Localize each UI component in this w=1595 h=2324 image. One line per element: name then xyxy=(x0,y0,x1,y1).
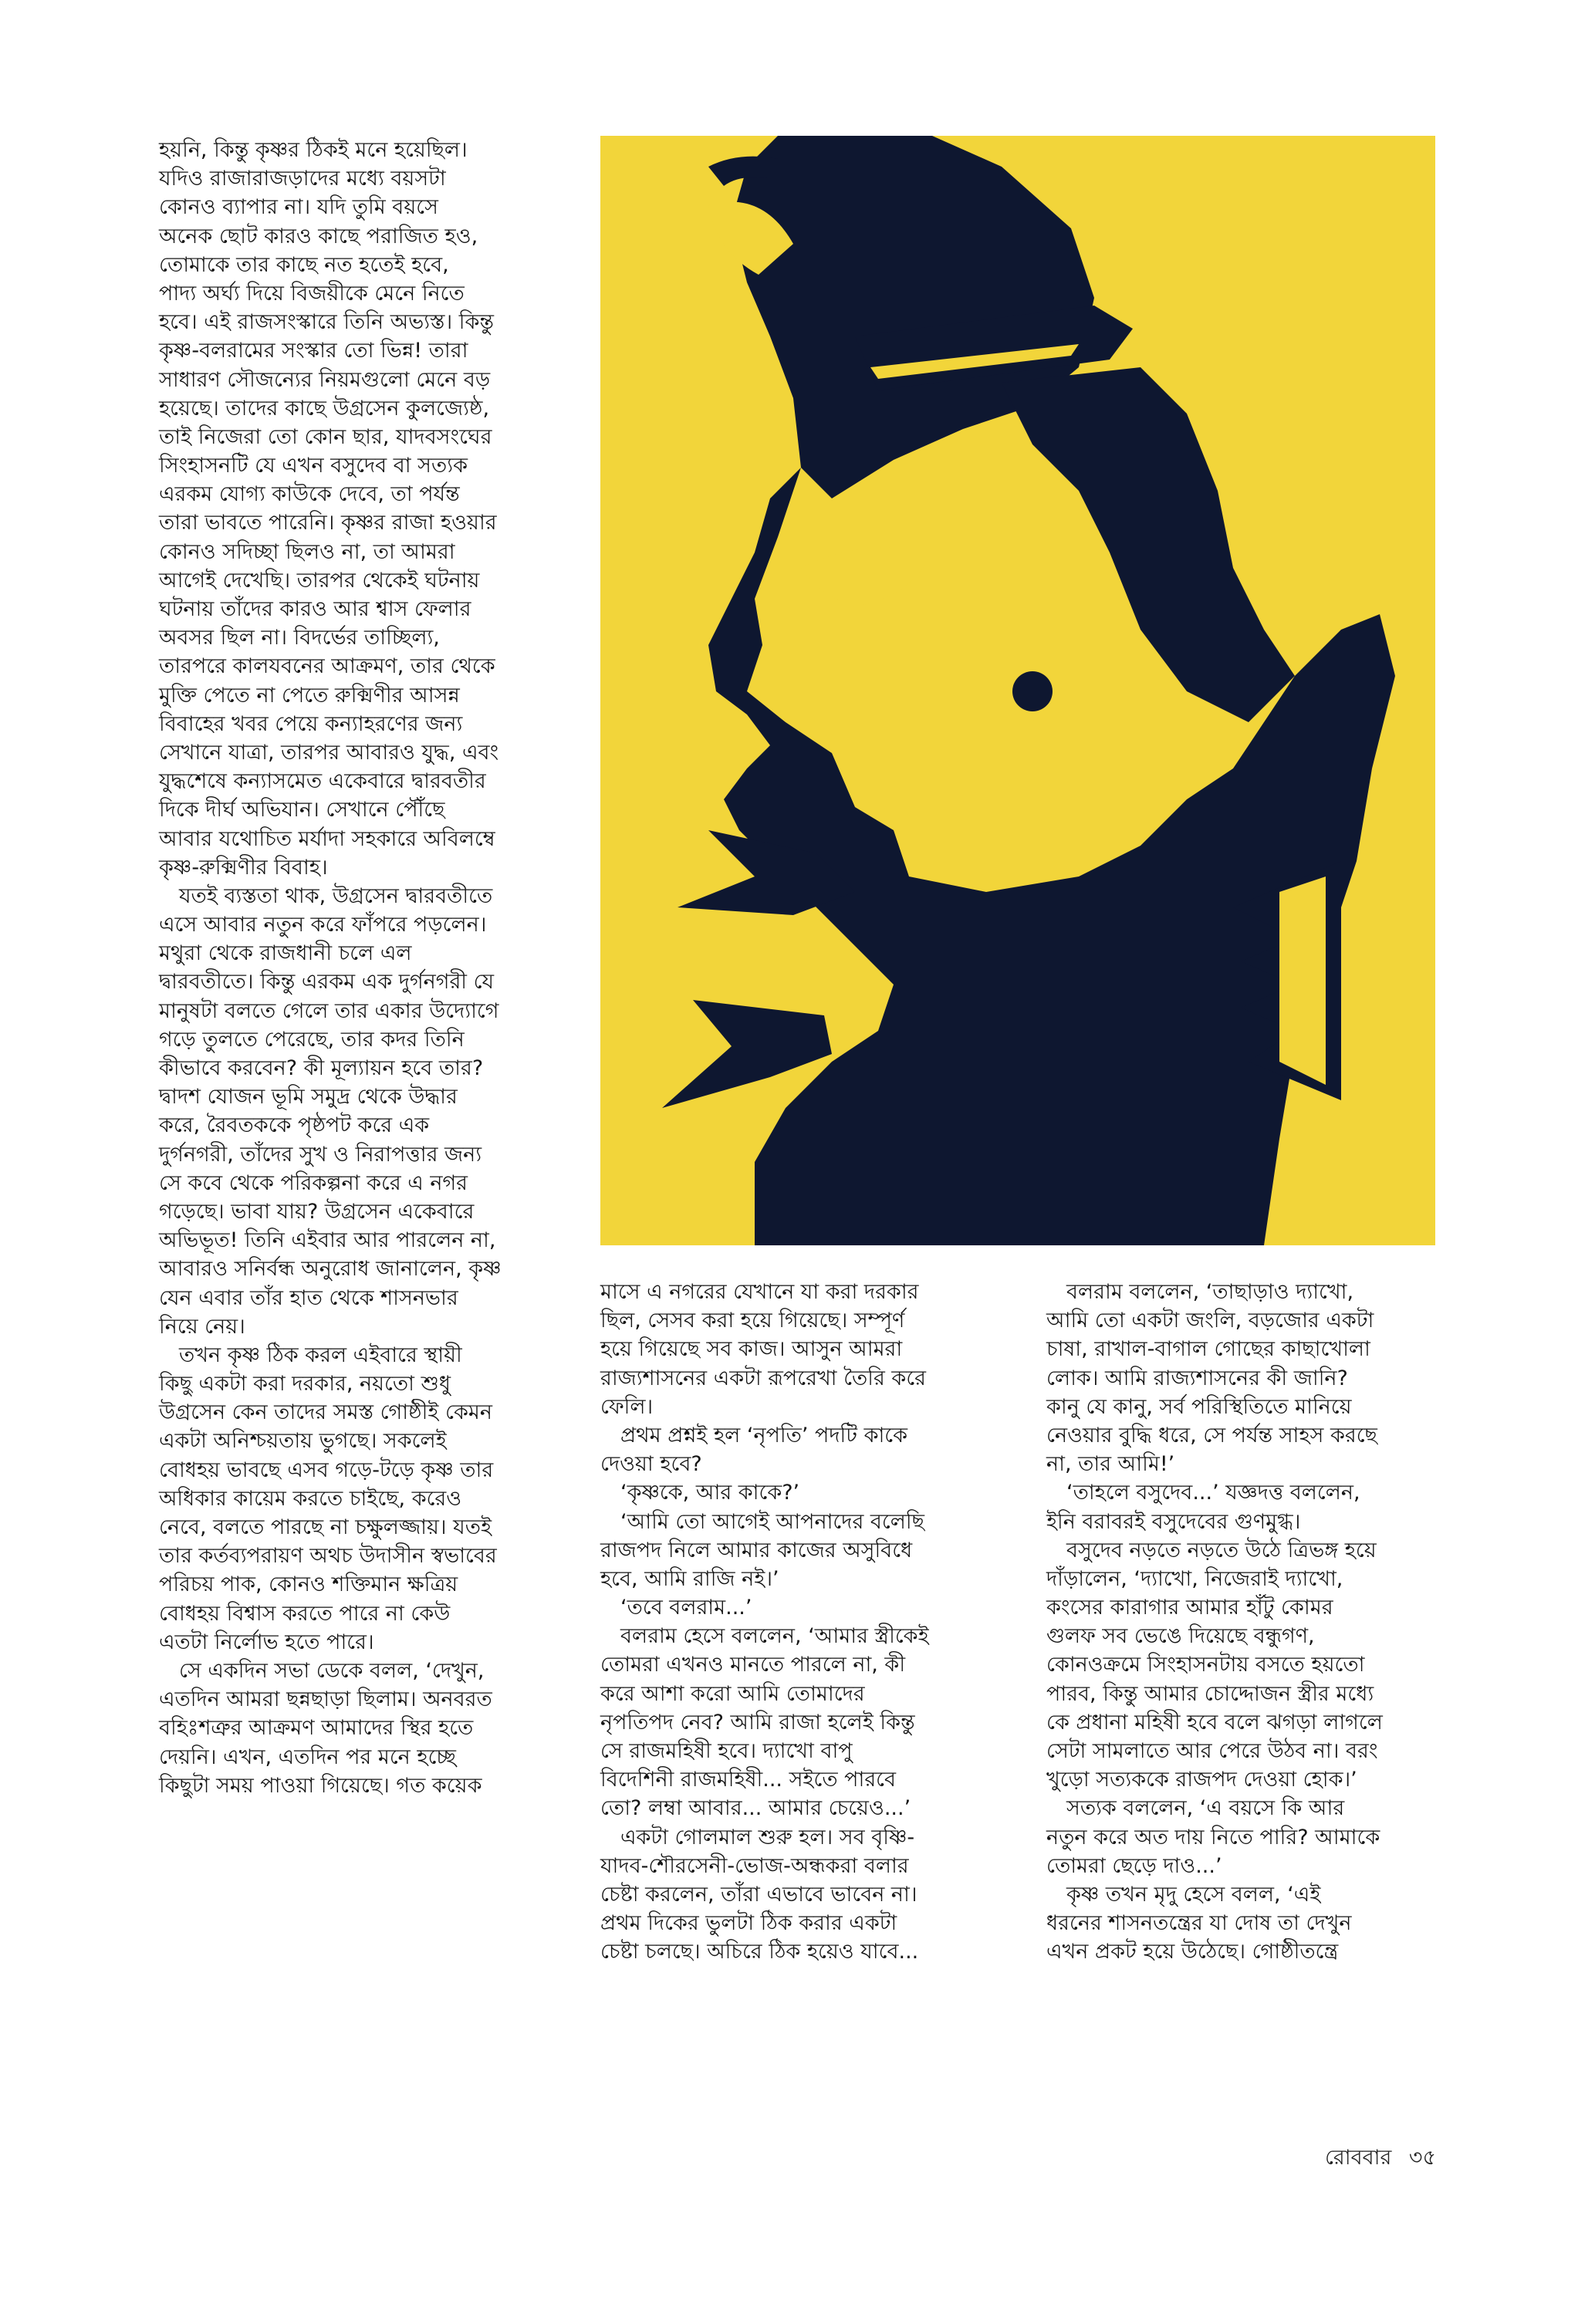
text-line: আমি তো একটা জংলি, বড়জোর একটা xyxy=(1046,1309,1374,1333)
text-line: মুক্তি পেতে না পেতে রুক্মিণীর আসন্ন xyxy=(159,683,460,708)
paper-cut-illustration xyxy=(600,136,1435,1245)
text-line: হবে। এই রাজসংস্কারে তিনি অভ্যস্ত। কিন্তু xyxy=(159,310,494,335)
text-line: হয়ে গিয়েছে সব কাজ। আসুন আমরা xyxy=(600,1337,903,1362)
text-line: পারব, কিন্তু আমার চোদ্দোজন স্ত্রীর মধ্যে xyxy=(1046,1681,1374,1706)
text-line: ঘটনায় তাঁদের কারও আর শ্বাস ফেলার xyxy=(159,597,471,621)
text-line: কৃষ্ণ-বলরামের সংস্কার তো ভিন্ন! তারা xyxy=(159,339,468,363)
text-line: কোনওক্রমে সিংহাসনটায় বসতে হয়তো xyxy=(1046,1653,1365,1677)
text-line: ‘আমি তো আগেই আপনাদের বলেছি xyxy=(620,1509,924,1534)
text-line: দুর্গনগরী, তাঁদের সুখ ও নিরাপত্তার জন্য xyxy=(159,1142,482,1167)
text-line: বসুদেব নড়তে নড়তে উঠে ত্রিভঙ্গ হয়ে xyxy=(1066,1538,1377,1562)
text-line: দাঁড়ালেন, ‘দ্যাখো, নিজেরাই দ্যাখো, xyxy=(1046,1566,1343,1591)
text-line: নেওয়ার বুদ্ধি ধরে, সে পর্যন্ত সাহস করছে xyxy=(1046,1423,1377,1447)
page-number: ৩৫ xyxy=(1408,2146,1436,2170)
text-line: পরিচয় পাক, কোনও শক্তিমান ক্ষত্রিয় xyxy=(159,1572,458,1597)
text-line: যুদ্ধশেষে কন্যাসমেত একেবারে দ্বারবতীর xyxy=(159,769,486,794)
text-line: ধরনের শাসনতন্ত্রের যা দোষ তা দেখুন xyxy=(1046,1911,1352,1936)
text-line: দেয়নি। এখন, এতদিন পর মনে হচ্ছে xyxy=(159,1745,456,1769)
text-line: একটা অনিশ্চয়তায় ভুগছে। সকলেই xyxy=(159,1429,447,1454)
text-line: করে আশা করো আমি তোমাদের xyxy=(600,1681,865,1706)
text-line: দ্বাদশ যোজন ভূমি সমুদ্র থেকে উদ্ধার xyxy=(159,1085,458,1110)
text-line: ‘কৃষ্ণকে, আর কাকে?’ xyxy=(620,1481,800,1505)
text-line: চেষ্টা করলেন, তাঁরা এভাবে ভাবেন না। xyxy=(600,1882,917,1907)
text-line: সে রাজমহিষী হবে। দ্যাখো বাপু xyxy=(600,1739,853,1763)
text-line: সেটা সামলাতে আর পেরে উঠব না। বরং xyxy=(1046,1739,1378,1763)
text-line: রাজপদ নিলে আমার কাজের অসুবিধে xyxy=(600,1538,913,1562)
text-line: দিকে দীর্ঘ অভিযান। সেখানে পৌঁছে xyxy=(159,798,445,823)
text-line: পাদ্য অর্ঘ্য দিয়ে বিজয়ীকে মেনে নিতে xyxy=(159,281,465,306)
text-line: যেন এবার তাঁর হাত থেকে শাসনভার xyxy=(159,1285,458,1310)
text-line: মানুষটা বলতে গেলে তার একার উদ্যোগে xyxy=(159,998,499,1023)
text-line: চেষ্টা চলছে। অচিরে ঠিক হয়েও যাবে... xyxy=(600,1940,919,1964)
text-line: ছিল, সেসব করা হয়ে গিয়েছে। সম্পূর্ণ xyxy=(600,1309,905,1333)
text-line: দেওয়া হবে? xyxy=(600,1452,702,1477)
text-line: কিছু একটা করা দরকার, নয়তো শুধু xyxy=(159,1372,451,1397)
text-line: এরকম যোগ্য কাউকে দেবে, তা পর্যন্ত xyxy=(159,482,460,507)
text-line: কংসের কারাগার আমার হাঁটু কোমর xyxy=(1046,1596,1333,1620)
text-line: সে একদিন সভা ডেকে বলল, ‘দেখুন, xyxy=(179,1658,485,1683)
text-line: আবার যথোচিত মর্যাদা সহকারে অবিলম্বে xyxy=(159,826,495,851)
text-line: ফেলি। xyxy=(600,1394,654,1419)
text-line: এসে আবার নতুন করে ফাঁপরে পড়লেন। xyxy=(159,913,487,937)
text-line: গড়ে তুলতে পেরেছে, তার কদর তিনি xyxy=(159,1027,465,1052)
text-line: খুড়ো সত্যককে রাজপদ দেওয়া হোক।’ xyxy=(1046,1768,1357,1792)
text-line: তোমরা ছেড়ে দাও...’ xyxy=(1046,1853,1222,1878)
text-line: এতদিন আমরা ছন্নছাড়া ছিলাম। অনবরত xyxy=(159,1687,492,1712)
text-line: তো? লম্বা আবার... আমার চেয়েও...’ xyxy=(600,1796,911,1821)
text-line: যতই ব্যস্ততা থাক, উগ্রসেন দ্বারবতীতে xyxy=(179,883,493,908)
text-line: প্রথম দিকের ভুলটা ঠিক করার একটা xyxy=(600,1911,897,1936)
text-line: লোক। আমি রাজ্যশাসনের কী জানি? xyxy=(1046,1366,1348,1390)
text-line: বোধহয় বিশ্বাস করতে পারে না কেউ xyxy=(159,1601,451,1626)
text-line: সেখানে যাত্রা, তারপর আবারও যুদ্ধ, এবং xyxy=(159,740,499,765)
text-line: কিছুটা সময় পাওয়া গিয়েছে। গত কয়েক xyxy=(159,1773,482,1798)
text-line: করে, রৈবতককে পৃষ্ঠপট করে এক xyxy=(159,1113,430,1138)
text-line: গুলফ সব ভেঙে দিয়েছে বন্ধুগণ, xyxy=(1046,1624,1315,1649)
text-line: হয়েছে। তাদের কাছে উগ্রসেন কুলজ্যেষ্ঠ, xyxy=(159,396,490,421)
text-line: না, তার আমি!’ xyxy=(1046,1452,1175,1477)
text-line: নৃপতিপদ নেব? আমি রাজা হলেই কিন্তু xyxy=(600,1710,915,1735)
text-line: কীভাবে করবেন? কী মূল্যায়ন হবে তার? xyxy=(159,1056,484,1080)
text-line: রাজ্যশাসনের একটা রূপরেখা তৈরি করে xyxy=(600,1366,927,1390)
text-line: সাধারণ সৌজন্যের নিয়মগুলো মেনে বড় xyxy=(159,367,491,392)
text-line: তারা ভাবতে পারেনি। কৃষ্ণর রাজা হওয়ার xyxy=(159,511,497,535)
text-line: নেবে, বলতে পারছে না চক্ষুলজ্জায়। যতই xyxy=(159,1515,492,1539)
text-line: তোমাকে তার কাছে নত হতেই হবে, xyxy=(159,252,449,277)
text-line: তাই নিজেরা তো কোন ছার, যাদবসংঘের xyxy=(159,424,492,449)
text-line: কৃষ্ণ তখন মৃদু হেসে বলল, ‘এই xyxy=(1066,1882,1321,1907)
text-line: কোনও ব্যাপার না। যদি তুমি বয়সে xyxy=(159,195,438,220)
text-line: গড়েছে। ভাবা যায়? উগ্রসেন একেবারে xyxy=(159,1199,475,1224)
text-line: কে প্রধানা মহিষী হবে বলে ঝগড়া লাগলে xyxy=(1046,1710,1383,1735)
text-line: ইনি বরাবরই বসুদেবের গুণমুগ্ধ। xyxy=(1046,1509,1301,1534)
text-line: অধিকার কায়েম করতে চাইছে, করেও xyxy=(159,1486,462,1511)
text-line: তখন কৃষ্ণ ঠিক করল এইবারে স্থায়ী xyxy=(179,1343,462,1367)
text-line: তোমরা এখনও মানতে পারলে না, কী xyxy=(600,1653,906,1677)
text-line: সিংহাসনটি যে এখন বসুদেব বা সত্যক xyxy=(159,454,468,478)
text-line: হবে, আমি রাজি নই।’ xyxy=(600,1566,779,1591)
text-line: এখন প্রকট হয়ে উঠেছে। গোষ্ঠীতন্ত্রে xyxy=(1046,1940,1339,1964)
text-line: প্রথম প্রশ্নই হল ‘নৃপতি’ পদটি কাকে xyxy=(620,1423,908,1447)
krishna-silhouette-image xyxy=(600,136,1435,1245)
text-line: সে কবে থেকে পরিকল্পনা করে এ নগর xyxy=(159,1170,468,1195)
text-line: ‘তবে বলরাম...’ xyxy=(620,1596,752,1620)
text-line: বলরাম বললেন, ‘তাছাড়াও দ্যাখো, xyxy=(1066,1280,1354,1304)
text-line: বলরাম হেসে বললেন, ‘আমার স্ত্রীকেই xyxy=(620,1624,929,1649)
text-line: তার কর্তব্যপরায়ণ অথচ উদাসীন স্বভাবের xyxy=(159,1544,497,1569)
text-line: একটা গোলমাল শুরু হল। সব বৃষ্ণি- xyxy=(620,1825,915,1849)
text-line: উগ্রসেন কেন তাদের সমস্ত গোষ্ঠীই কেমন xyxy=(159,1400,492,1425)
text-line: কৃষ্ণ-রুক্মিণীর বিবাহ। xyxy=(159,855,328,880)
text-line: মাসে এ নগরের যেখানে যা করা দরকার xyxy=(600,1280,919,1304)
text-line: নিয়ে নেয়। xyxy=(159,1314,245,1339)
text-line: এতটা নির্লোভ হতে পারে। xyxy=(159,1630,374,1654)
text-line: যাদব-শৌরসেনী-ভোজ-অন্ধকরা বলার xyxy=(600,1853,909,1878)
text-line: সত্যক বললেন, ‘এ বয়সে কি আর xyxy=(1066,1796,1345,1821)
text-line: নতুন করে অত দায় নিতে পারি? আমাকে xyxy=(1046,1825,1380,1849)
text-line: অনেক ছোট কারও কাছে পরাজিত হও, xyxy=(159,224,478,248)
text-line: মথুরা থেকে রাজধানী চলে এল xyxy=(159,941,412,966)
text-line: বহিঃশত্রুর আক্রমণ আমাদের স্থির হতে xyxy=(159,1716,474,1741)
page-footer xyxy=(1314,2142,1436,2177)
text-line: অবসর ছিল না। বিদর্ভের তাচ্ছিল্য, xyxy=(159,626,440,650)
text-line: ‘তাহলে বসুদেব...’ যজ্ঞদত্ত বললেন, xyxy=(1066,1481,1360,1505)
text-line: তারপরে কালযবনের আক্রমণ, তার থেকে xyxy=(159,654,495,679)
text-line: দ্বারবতীতে। কিন্তু এরকম এক দুর্গনগরী যে xyxy=(159,970,495,995)
text-line: অভিভূত! তিনি এইবার আর পারলেন না, xyxy=(159,1228,496,1253)
text-line: বিবাহের খবর পেয়ে কন্যাহরণের জন্য xyxy=(159,711,463,736)
text-line: হয়নি, কিন্তু কৃষ্ণর ঠিকই মনে হয়েছিল। xyxy=(159,138,468,162)
text-line: যদিও রাজারাজড়াদের মধ্যে বয়সটা xyxy=(159,167,446,191)
text-line: কানু যে কানু, সর্ব পরিস্থিতিতে মানিয়ে xyxy=(1046,1394,1352,1419)
text-column-left xyxy=(159,136,553,1800)
text-line: চাষা, রাখাল-বাগাল গোছের কাছাখোলা xyxy=(1046,1337,1370,1362)
text-column-right xyxy=(1046,1278,1448,1967)
text-column-middle xyxy=(600,1278,1002,1967)
magazine-name: রোববার xyxy=(1324,2146,1392,2170)
text-line: আগেই দেখেছি। তারপর থেকেই ঘটনায় xyxy=(159,568,480,593)
text-line: আবারও সনির্বন্ধ অনুরোধ জানালেন, কৃষ্ণ xyxy=(159,1257,502,1282)
text-line: বিদেশিনী রাজমহিষী... সইতে পারবে xyxy=(600,1768,897,1792)
text-line: কোনও সদিচ্ছা ছিলও না, তা আমরা xyxy=(159,539,455,564)
text-line: বোধহয় ভাবছে এসব গড়ে-টড়ে কৃষ্ণ তার xyxy=(159,1458,494,1482)
